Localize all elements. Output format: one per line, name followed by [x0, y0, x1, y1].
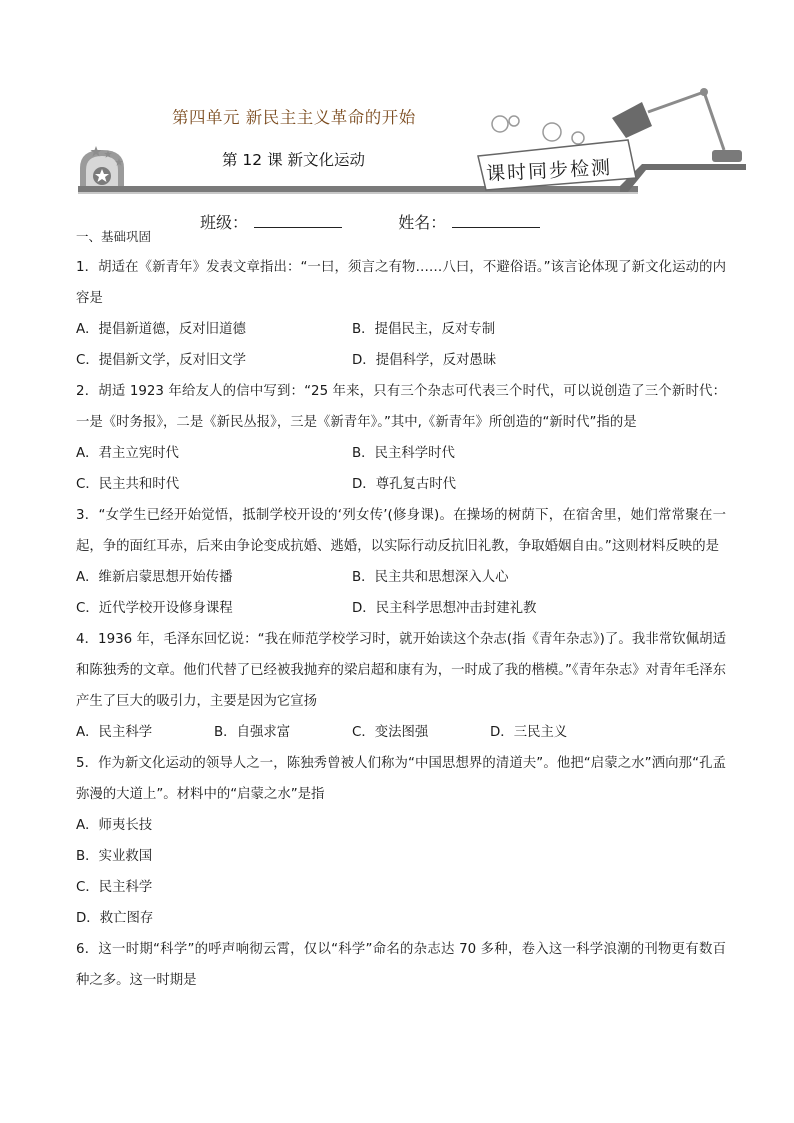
option-c[interactable]: C．近代学校开设修身课程 — [76, 601, 233, 616]
option-b[interactable]: B．自强求富 — [214, 725, 291, 740]
option-d[interactable]: D．尊孔复古时代 — [352, 477, 457, 492]
option-a[interactable]: A．师夷长技 — [76, 818, 153, 833]
banner-base-strip — [78, 164, 746, 194]
section-heading: 一、基础巩固 — [76, 229, 152, 244]
name-label: 姓名： — [398, 213, 447, 232]
option-a[interactable]: A．民主科学 — [76, 725, 153, 740]
option-c[interactable]: C．民主科学 — [76, 880, 153, 895]
bubble-decoration-icon — [492, 116, 584, 144]
option-b[interactable]: B．提倡民主，反对专制 — [352, 322, 496, 337]
question-6 — [76, 934, 726, 996]
question-text: 1．胡适在《新青年》发表文章指出：“一曰，须言之有物……八曰，不避俗语。”该言论体现了新文化运动的内容是 — [76, 260, 726, 306]
star-badge-icon — [80, 146, 124, 186]
question-1 — [76, 252, 726, 376]
question-text: 6．这一时期“科学”的呼声响彻云霄，仅以“科学”命名的杂志达 70 多种，卷入这一科学浪潮的刊物更有数百种之多。这一时期是 — [76, 942, 726, 988]
option-a[interactable]: A．维新启蒙思想开始传播 — [76, 570, 233, 585]
option-d[interactable]: D．三民主义 — [490, 725, 568, 740]
option-c[interactable]: C．变法图强 — [352, 725, 429, 740]
sync-test-tag: 课时同步检测 — [485, 156, 613, 186]
question-list — [76, 228, 726, 996]
option-d[interactable]: D．提倡科学，反对愚昧 — [352, 353, 497, 368]
question-text: 3．“女学生已经开始觉悟，抵制学校开设的‘列女传’(修身课)。在操场的树荫下，在宿舍里，她们常常聚在一起，争的面红耳赤，后来由争论变成抗婚、逃婚，以实际行动反抗旧礼教，争取婚姻自由。”这则材料反映的是 — [76, 508, 726, 554]
question-4 — [76, 624, 726, 748]
name-field[interactable] — [452, 213, 540, 228]
class-field[interactable] — [254, 213, 342, 228]
option-d[interactable]: D．民主科学思想冲击封建礼教 — [352, 601, 537, 616]
question-text: 2．胡适 1923 年给友人的信中写到：“25 年来，只有三个杂志可代表三个时代，可以说创造了三个新时代：一是《时务报》，二是《新民丛报》，三是《新青年》。”其中,《新青年》所创造的“新时代”指的是 — [76, 384, 726, 430]
option-a[interactable]: A．君主立宪时代 — [76, 446, 179, 461]
question-3 — [76, 500, 726, 624]
option-d[interactable]: D．救亡图存 — [76, 911, 154, 926]
option-c[interactable]: C．民主共和时代 — [76, 477, 180, 492]
question-2 — [76, 376, 726, 500]
question-5 — [76, 748, 726, 934]
class-label: 班级： — [200, 213, 249, 232]
question-text: 5．作为新文化运动的领导人之一，陈独秀曾被人们称为“中国思想界的清道夫”。他把“启蒙之水”洒向那“孔孟弥漫的大道上”。材料中的“启蒙之水”是指 — [76, 756, 726, 802]
desk-lamp-icon — [612, 88, 742, 162]
option-b[interactable]: B．实业救国 — [76, 849, 153, 864]
lesson-title: 第 12 课 新文化运动 — [222, 151, 366, 169]
question-text: 4．1936 年，毛泽东回忆说：“我在师范学校学习时，就开始读这个杂志(指《青年杂志》)了。我非常钦佩胡适和陈独秀的文章。他们代替了已经被我抛弃的梁启超和康有为，一时成了我的楷模。”《青年杂志》对青年毛泽东产生了巨大的吸引力，主要是因为它宣扬 — [76, 632, 726, 709]
option-b[interactable]: B．民主共和思想深入人心 — [352, 570, 509, 585]
option-b[interactable]: B．民主科学时代 — [352, 446, 455, 461]
option-c[interactable]: C．提倡新文学，反对旧文学 — [76, 353, 247, 368]
unit-title: 第四单元 新民主主义革命的开始 — [172, 108, 416, 127]
option-a[interactable]: A．提倡新道德，反对旧道德 — [76, 322, 246, 337]
